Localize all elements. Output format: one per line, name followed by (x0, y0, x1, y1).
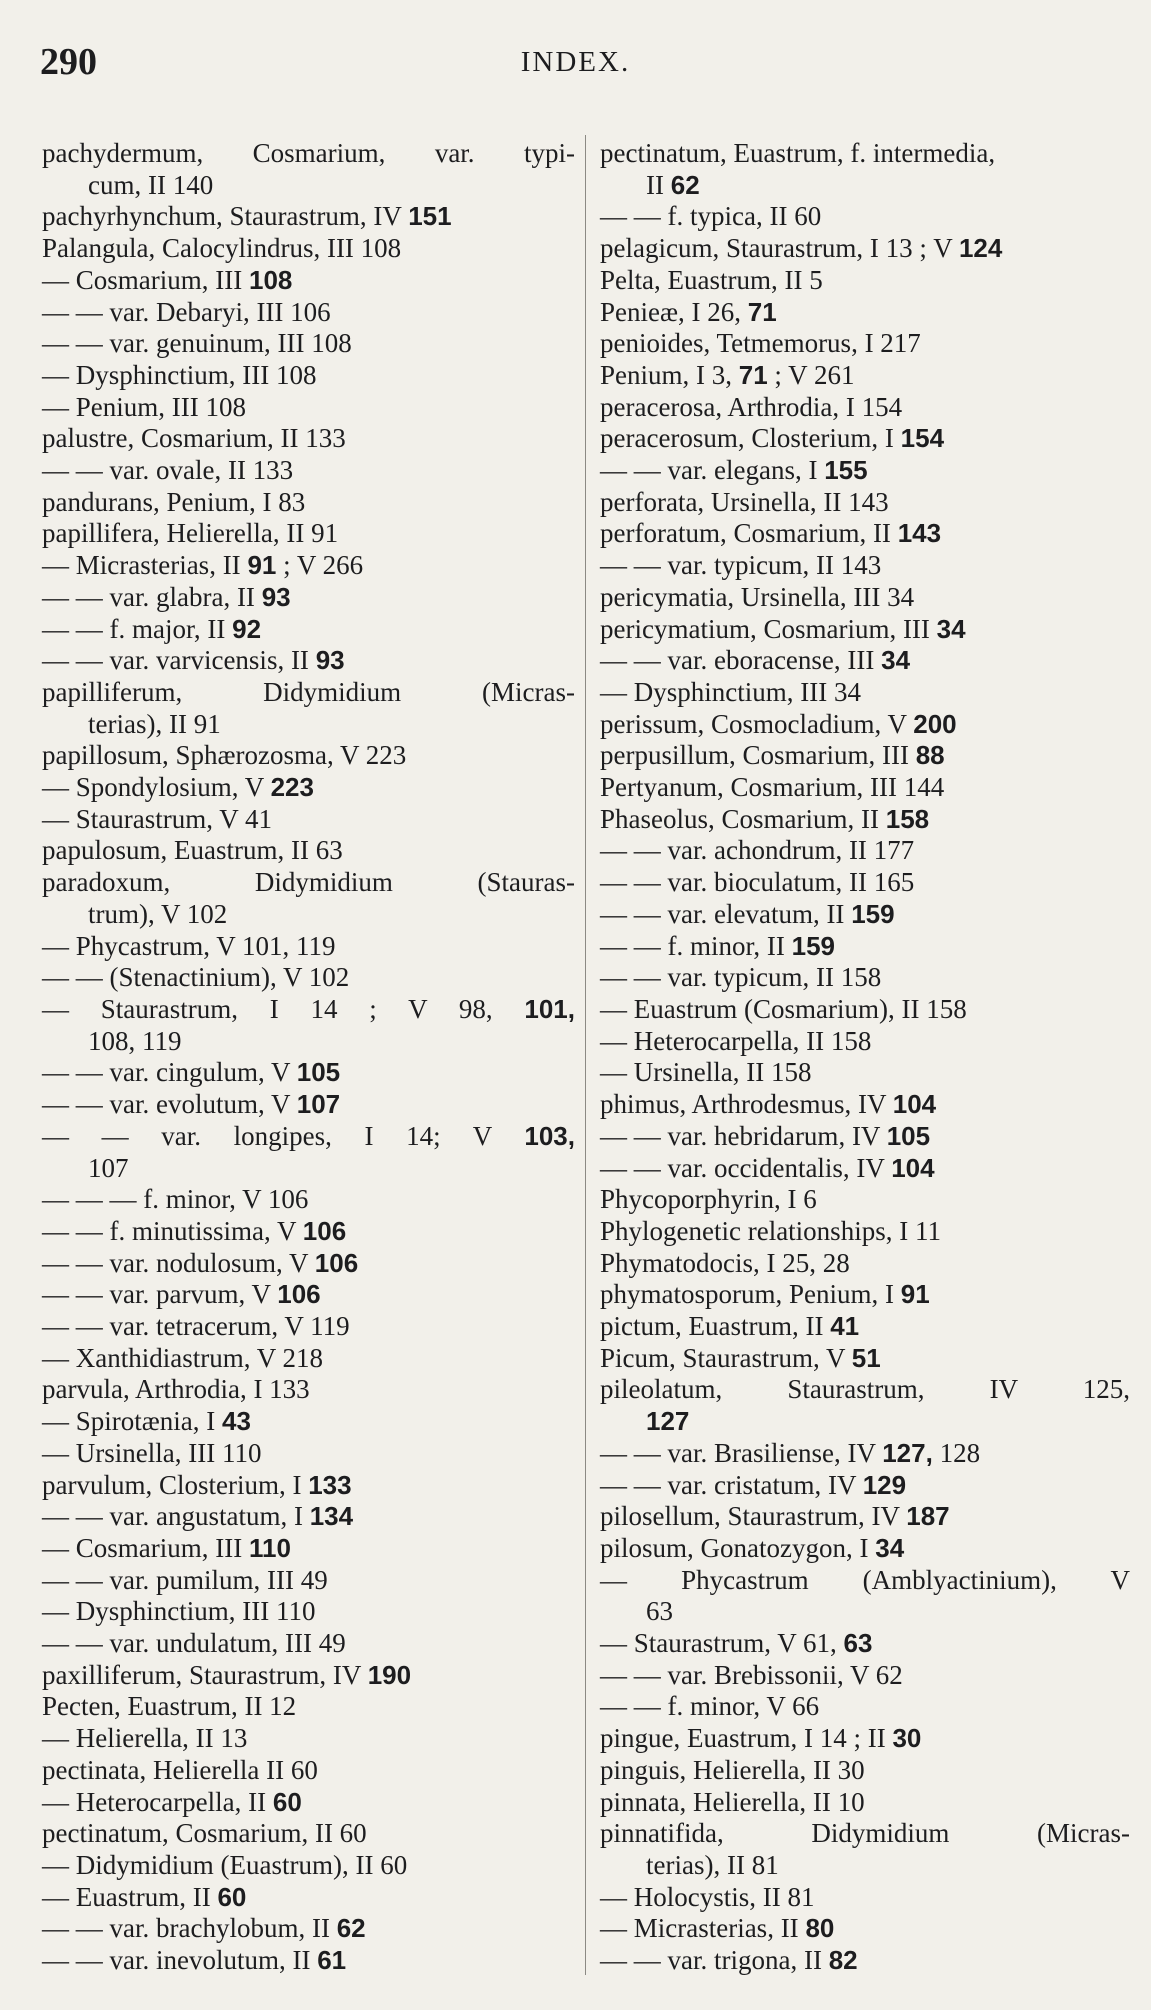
index-entry-page-ref: 60 (217, 1881, 247, 1912)
index-entry (42, 1691, 575, 1723)
index-entry (42, 201, 575, 233)
index-entry-text: II (646, 169, 671, 200)
index-entry (600, 740, 1130, 772)
index-entry-page-ref: 159 (791, 930, 836, 961)
index-entry-page-ref: 93 (315, 645, 345, 676)
index-entry-text: Pertyanum, Cosmarium, III 144 (600, 772, 945, 803)
index-entry (42, 487, 575, 519)
index-entry-text: trum), V 102 (88, 898, 228, 929)
index-entry (42, 1755, 575, 1787)
index-entry (42, 1470, 575, 1502)
index-entry-page-ref: 41 (830, 1311, 860, 1342)
index-entry (600, 1406, 1130, 1438)
index-entry (600, 518, 1130, 550)
index-entry-text: ; V 266 (276, 550, 364, 581)
index-entry (42, 550, 575, 582)
index-entry-text: — Didymidium (Euastrum), II 60 (42, 1849, 408, 1880)
index-entry (42, 1882, 575, 1914)
index-entry (42, 1216, 575, 1248)
index-entry-text: — — var. ovale, II 133 (42, 455, 294, 486)
index-entry-text: perissum, Cosmocladium, V (600, 708, 914, 739)
index-entry-page-ref: 61 (317, 1945, 347, 1976)
index-entry (600, 170, 1130, 202)
index-entry-text: Phycoporphyrin, I 6 (600, 1184, 817, 1215)
index-entry (42, 170, 575, 202)
index-entry-page-ref: 60 (272, 1786, 302, 1817)
index-entry (600, 1153, 1130, 1185)
index-entry-text: — — f. minutissima, V (42, 1215, 303, 1246)
index-entry (600, 487, 1130, 519)
index-entry-page-ref: 105 (886, 1120, 931, 1151)
index-entry (42, 233, 575, 265)
index-entry-text: — Cosmarium, III (42, 1532, 249, 1563)
index-entry (42, 1660, 575, 1692)
index-entry-text: pectinatum, Euastrum, f. intermedia, (600, 138, 996, 168)
index-entry-text: — — var. undulatum, III 49 (42, 1628, 346, 1659)
index-entry-text: Phymatodocis, I 25, 28 (600, 1247, 850, 1278)
index-entry-page-ref: 106 (277, 1279, 321, 1310)
index-entry-page-ref: 105 (296, 1057, 341, 1088)
index-entry-text: pectinatum, Cosmarium, II 60 (42, 1818, 367, 1849)
index-entry (600, 1501, 1130, 1533)
index-entry (600, 899, 1130, 931)
index-entry-text: — Micrasterias, II (42, 550, 248, 581)
index-entry (42, 392, 575, 424)
index-entry (42, 1089, 575, 1121)
index-entry (600, 1089, 1130, 1121)
index-entry-text: — Staurastrum, V 41 (42, 803, 273, 834)
index-entry-text: Picum, Staurastrum, V (600, 1342, 852, 1373)
index-entry (600, 1026, 1130, 1058)
index-entry-page-ref: 101, (524, 993, 575, 1024)
index-entry (42, 1628, 575, 1660)
index-entry (600, 835, 1130, 867)
index-entry (600, 1818, 1130, 1850)
index-entry-text: palustre, Cosmarium, II 133 (42, 423, 346, 454)
index-entry-text: pandurans, Penium, I 83 (42, 486, 306, 517)
index-entry-text: Penieæ, I 26, (600, 296, 748, 327)
index-entry (42, 1438, 575, 1470)
index-entry-text: Penium, I 3, (600, 359, 739, 390)
index-entry-text: — — var. typicum, II 158 (600, 962, 882, 993)
index-entry-text: pectinata, Helierella II 60 (42, 1754, 318, 1785)
index-entry (42, 360, 575, 392)
index-entry (42, 455, 575, 487)
index-entry-page-ref: 200 (913, 708, 957, 739)
index-entry (600, 962, 1130, 994)
index-entry (42, 1343, 575, 1375)
index-entry-text: parvula, Arthrodia, I 133 (42, 1374, 310, 1405)
index-entry-text: — Dysphinctium, III 110 (42, 1596, 316, 1627)
index-entry (42, 1913, 575, 1945)
index-entry (600, 201, 1130, 233)
index-entry (600, 550, 1130, 582)
index-entry-text: cum, II 140 (88, 169, 214, 200)
index-entry (42, 1850, 575, 1882)
index-entry-text: pinnata, Helierella, II 10 (600, 1786, 865, 1817)
index-entry (42, 1184, 575, 1216)
index-entry (600, 1628, 1130, 1660)
index-entry (42, 962, 575, 994)
index-entry-page-ref: 43 (222, 1406, 251, 1437)
index-entry-text: — Ursinella, III 110 (42, 1437, 262, 1468)
index-entry-text: — Heterocarpella, II 158 (600, 1025, 872, 1056)
index-entry-page-ref: 155 (824, 455, 868, 486)
column-divider (585, 135, 586, 1975)
index-entry (42, 1153, 575, 1185)
index-entry-page-ref: 80 (805, 1913, 835, 1944)
index-entry-text: Phaseolus, Cosmarium, II (600, 803, 886, 834)
index-entry-text: 108, 119 (88, 1025, 182, 1056)
index-entry-text: — Cosmarium, III (42, 264, 249, 295)
index-entry-page-ref: 34 (881, 645, 911, 676)
index-entry-text: — — var. eboracense, III (600, 645, 882, 676)
index-entry (42, 297, 575, 329)
index-entry-text: pachydermum, Cosmarium, var. typi- (42, 138, 575, 168)
index-entry-text: — Staurastrum, V 61, (600, 1628, 844, 1659)
index-entry (42, 423, 575, 455)
index-entry-text: — — var. trigona, II (600, 1945, 829, 1976)
page-number: 290 (40, 41, 97, 83)
index-entry (600, 1057, 1130, 1089)
index-entry (600, 1850, 1130, 1882)
index-entry-page-ref: 51 (851, 1342, 881, 1373)
index-entry-page-ref: 82 (828, 1945, 858, 1976)
index-entry-page-ref: 129 (862, 1469, 907, 1500)
index-entry-page-ref: 134 (309, 1501, 354, 1532)
index-entry (42, 1279, 575, 1311)
index-entry (42, 835, 575, 867)
index-entry-text: — — f. minor, V 66 (600, 1691, 820, 1722)
index-entry (600, 677, 1130, 709)
index-entry (42, 518, 575, 550)
index-entry-text: — — — f. minor, V 106 (42, 1184, 309, 1215)
index-entry (600, 138, 1130, 170)
index-entry-text: — — f. typica, II 60 (600, 201, 822, 232)
index-entry (600, 1533, 1130, 1565)
index-entry (42, 1248, 575, 1280)
index-entry-text: — — var. hebridarum, IV (600, 1120, 887, 1151)
index-entry-page-ref: 159 (851, 898, 895, 929)
index-entry-page-ref: 110 (248, 1532, 291, 1563)
index-entry (42, 804, 575, 836)
index-entry (600, 582, 1130, 614)
index-entry (600, 1279, 1130, 1311)
index-entry (42, 328, 575, 360)
index-entry (42, 1311, 575, 1343)
page-header (40, 40, 1111, 90)
index-entry-text: — — var. pumilum, III 49 (42, 1564, 328, 1595)
index-entry-text: — Spirotænia, I (42, 1406, 222, 1437)
index-entry-text: Palangula, Calocylindrus, III 108 (42, 233, 402, 264)
index-entry-page-ref: 223 (270, 772, 314, 803)
index-entry-text: — Dysphinctium, III 34 (600, 676, 861, 707)
index-entry-page-ref: 93 (261, 581, 291, 612)
index-entry-text: — — var. occidentalis, IV (600, 1152, 892, 1183)
index-entry-text: pictum, Euastrum, II (600, 1311, 831, 1342)
index-entry-text: pinguis, Helierella, II 30 (600, 1754, 865, 1785)
index-entry (600, 1723, 1130, 1755)
index-entry-text: — — var. elevatum, II (600, 898, 852, 929)
index-entry-text: — — var. cristatum, IV (600, 1469, 863, 1500)
index-entry-text: penioides, Tetmemorus, I 217 (600, 328, 921, 359)
index-entry (600, 772, 1130, 804)
index-entry-text: pachyrhynchum, Staurastrum, IV (42, 201, 409, 232)
index-entry (42, 1026, 575, 1058)
index-entry (600, 1945, 1130, 1977)
index-entry-text: peracerosa, Arthrodia, I 154 (600, 391, 903, 422)
index-entry (600, 1438, 1130, 1470)
index-entry (600, 1787, 1130, 1819)
index-entry-text: — — var. genuinum, III 108 (42, 328, 352, 359)
index-entry-text: — — var. varvicensis, II (42, 645, 316, 676)
index-entry-text: — Penium, III 108 (42, 391, 246, 422)
index-entry-page-ref: 104 (892, 1089, 937, 1120)
index-entry-text: pinnatifida, Didymidium (Micras- (600, 1818, 1130, 1849)
index-entry-page-ref: 124 (958, 233, 1003, 264)
index-entry-text: — — var. inevolutum, II (42, 1945, 318, 1976)
index-entry (600, 1565, 1130, 1597)
index-entry (600, 1184, 1130, 1216)
index-entry-text: — Heterocarpella, II (42, 1786, 273, 1817)
index-entry-text: — — var. angustatum, I (42, 1501, 310, 1532)
index-entry-text: pingue, Euastrum, I 14 ; II (600, 1723, 893, 1754)
index-entry-text: — — var. elegans, I (600, 455, 825, 486)
index-entry-text: paxilliferum, Staurastrum, IV (42, 1659, 368, 1690)
index-entry-page-ref: 92 (232, 613, 262, 644)
index-entry (42, 740, 575, 772)
index-entry (42, 867, 575, 899)
index-entry-text: perforatum, Cosmarium, II (600, 518, 898, 549)
index-entry-page-ref: 34 (936, 613, 966, 644)
index-entry (600, 360, 1130, 392)
index-entry (600, 1691, 1130, 1723)
index-entry-text: parvulum, Closterium, I (42, 1469, 309, 1500)
index-entry-text: papulosum, Euastrum, II 63 (42, 835, 343, 866)
index-entry (42, 1406, 575, 1438)
index-entry-text: — Dysphinctium, III 108 (42, 359, 317, 390)
index-entry-page-ref: 127, (882, 1437, 933, 1468)
index-column-right (600, 138, 1130, 1977)
index-entry-text: perforata, Ursinella, II 143 (600, 486, 889, 517)
index-entry-page-ref: 30 (892, 1723, 922, 1754)
index-entry-page-ref: 158 (885, 803, 930, 834)
index-entry (600, 931, 1130, 963)
index-entry (42, 1121, 575, 1153)
index-entry (42, 614, 575, 646)
index-entry (600, 1882, 1130, 1914)
index-entry-page-ref: 154 (900, 423, 945, 454)
index-entry (600, 614, 1130, 646)
index-entry-text: terias), II 81 (646, 1849, 779, 1880)
index-entry (600, 1596, 1130, 1628)
index-entry-text: — — f. major, II (42, 613, 233, 644)
index-entry-text: — Euastrum, II (42, 1881, 218, 1912)
index-entry-text: — Ursinella, II 158 (600, 1057, 812, 1088)
index-entry-text: — — (Stenactinium), V 102 (42, 962, 350, 993)
index-entry-page-ref: 71 (738, 359, 768, 390)
index-entry-page-ref: 106 (314, 1247, 359, 1278)
index-entry-text: pericymatium, Cosmarium, III (600, 613, 937, 644)
index-entry (600, 804, 1130, 836)
index-entry-text: perpusillum, Cosmarium, III (600, 740, 916, 771)
index-entry (42, 1533, 575, 1565)
index-entry (600, 233, 1130, 265)
index-entry (42, 677, 575, 709)
index-entry (600, 392, 1130, 424)
index-entry-text: — — var. nodulosum, V (42, 1247, 315, 1278)
index-entry-text: terias), II 91 (88, 708, 221, 739)
index-entry-page-ref: 62 (336, 1913, 366, 1944)
index-entry (600, 297, 1130, 329)
index-entry (600, 1755, 1130, 1787)
index-entry-text: — — var. brachylobum, II (42, 1913, 337, 1944)
index-entry-page-ref: 107 (296, 1089, 341, 1120)
index-entry (42, 709, 575, 741)
index-entry (42, 1596, 575, 1628)
index-entry-text: — Holocystis, II 81 (600, 1881, 815, 1912)
index-entry-text: — Phycastrum (Amblyactinium), V (600, 1564, 1130, 1595)
index-entry-text: — Staurastrum, I 14 ; V 98, (42, 993, 525, 1024)
index-entry (600, 1311, 1130, 1343)
index-entry-text: — Xanthidiastrum, V 218 (42, 1342, 323, 1373)
index-entry-text: pilosum, Gonatozygon, I (600, 1532, 876, 1563)
index-entry-text: — — var. Brebissonii, V 62 (600, 1659, 903, 1690)
index-entry-text: — Euastrum (Cosmarium), II 158 (600, 993, 967, 1024)
index-entry-text: — — var. typicum, II 143 (600, 550, 882, 581)
index-entry-text: pileolatum, Staurastrum, IV 125, (600, 1374, 1130, 1405)
index-entry-text: papilliferum, Didymidium (Micras- (42, 676, 575, 707)
index-entry-text: — Spondylosium, V (42, 772, 271, 803)
index-entry-text: 63 (646, 1596, 673, 1627)
index-entry-text: pilosellum, Staurastrum, IV (600, 1501, 907, 1532)
index-entry-page-ref: 63 (843, 1628, 873, 1659)
index-entry (600, 1374, 1130, 1406)
index-entry-page-ref: 187 (906, 1501, 950, 1532)
index-entry-page-ref: 34 (875, 1532, 905, 1563)
index-entry-text: — — var. Debaryi, III 106 (42, 296, 331, 327)
index-entry-text: — — var. bioculatum, II 165 (600, 867, 915, 898)
index-entry-text: — — f. minor, II (600, 930, 792, 961)
index-entry-text: phymatosporum, Penium, I (600, 1279, 901, 1310)
index-entry (600, 1343, 1130, 1375)
index-entry-text: phimus, Arthrodesmus, IV (600, 1089, 893, 1120)
index-entry (42, 1374, 575, 1406)
index-entry-page-ref: 91 (247, 550, 277, 581)
index-entry (42, 1945, 575, 1977)
index-entry (600, 1216, 1130, 1248)
index-entry-text: Pecten, Euastrum, II 12 (42, 1691, 297, 1722)
index-entry-page-ref: 127 (646, 1406, 690, 1437)
index-entry (42, 1818, 575, 1850)
index-entry-page-ref: 106 (302, 1215, 347, 1246)
index-entry (600, 645, 1130, 677)
index-column-left (42, 138, 575, 1977)
index-entry-text: peracerosum, Closterium, I (600, 423, 901, 454)
index-entry-text: — — var. achondrum, II 177 (600, 835, 915, 866)
index-entry-text: — Helierella, II 13 (42, 1723, 248, 1754)
index-entry-text: ; V 261 (767, 359, 855, 390)
index-entry-text: 128 (932, 1437, 981, 1468)
index-entry (42, 138, 575, 170)
index-entry-text: Pelta, Euastrum, II 5 (600, 264, 823, 295)
index-entry-page-ref: 103, (524, 1120, 575, 1151)
index-entry (42, 899, 575, 931)
index-entry-page-ref: 88 (915, 740, 945, 771)
index-entry-text: — — var. Brasiliense, IV (600, 1437, 883, 1468)
index-entry-page-ref: 108 (248, 264, 293, 295)
index-entry (600, 265, 1130, 297)
index-entry-page-ref: 190 (367, 1659, 412, 1690)
index-entry (600, 423, 1130, 455)
index-entry (42, 1057, 575, 1089)
index-entry (42, 1723, 575, 1755)
index-entry-page-ref: 143 (897, 518, 942, 549)
index-entry-page-ref: 151 (408, 201, 452, 232)
index-entry-page-ref: 104 (891, 1152, 935, 1183)
index-entry-text: pericymatia, Ursinella, III 34 (600, 581, 915, 612)
index-entry (600, 1660, 1130, 1692)
index-entry (42, 1501, 575, 1533)
index-entry (42, 994, 575, 1026)
index-entry-text: paradoxum, Didymidium (Stauras- (42, 867, 575, 898)
index-entry (42, 772, 575, 804)
index-entry-text: — — var. evolutum, V (42, 1089, 297, 1120)
index-entry-text: — — var. longipes, I 14; V (42, 1120, 525, 1151)
running-title: INDEX. (520, 46, 631, 78)
index-entry-text: papillosum, Sphærozosma, V 223 (42, 740, 407, 771)
index-entry-text: Phylogenetic relationships, I 11 (600, 1215, 941, 1246)
index-entry-page-ref: 133 (308, 1469, 352, 1500)
index-entry-text: — Micrasterias, II (600, 1913, 806, 1944)
index-entry (42, 931, 575, 963)
index-entry-text: 107 (88, 1152, 129, 1183)
index-entry-text: papillifera, Helierella, II 91 (42, 518, 339, 549)
index-entry (600, 1121, 1130, 1153)
index-entry (600, 1913, 1130, 1945)
index-entry-page-ref: 71 (747, 296, 777, 327)
index-entry (42, 1565, 575, 1597)
index-entry-text: — — var. glabra, II (42, 581, 262, 612)
index-entry-page-ref: 91 (900, 1279, 930, 1310)
index-entry-text: — — var. tetracerum, V 119 (42, 1311, 350, 1342)
index-entry (600, 1248, 1130, 1280)
index-entry-page-ref: 62 (670, 169, 700, 200)
index-entry-text: — — var. cingulum, V (42, 1057, 297, 1088)
index-entry-text: — Phycastrum, V 101, 119 (42, 930, 336, 961)
index-entry (600, 1470, 1130, 1502)
index-entry (42, 265, 575, 297)
index-entry (600, 994, 1130, 1026)
index-entry (42, 1787, 575, 1819)
index-entry-text: — — var. parvum, V (42, 1279, 278, 1310)
index-entry (42, 582, 575, 614)
index-entry-text: pelagicum, Staurastrum, I 13 ; V (600, 233, 959, 264)
index-entry (600, 455, 1130, 487)
index-entry (600, 328, 1130, 360)
index-entry (600, 867, 1130, 899)
index-entry (600, 709, 1130, 741)
index-entry (42, 645, 575, 677)
